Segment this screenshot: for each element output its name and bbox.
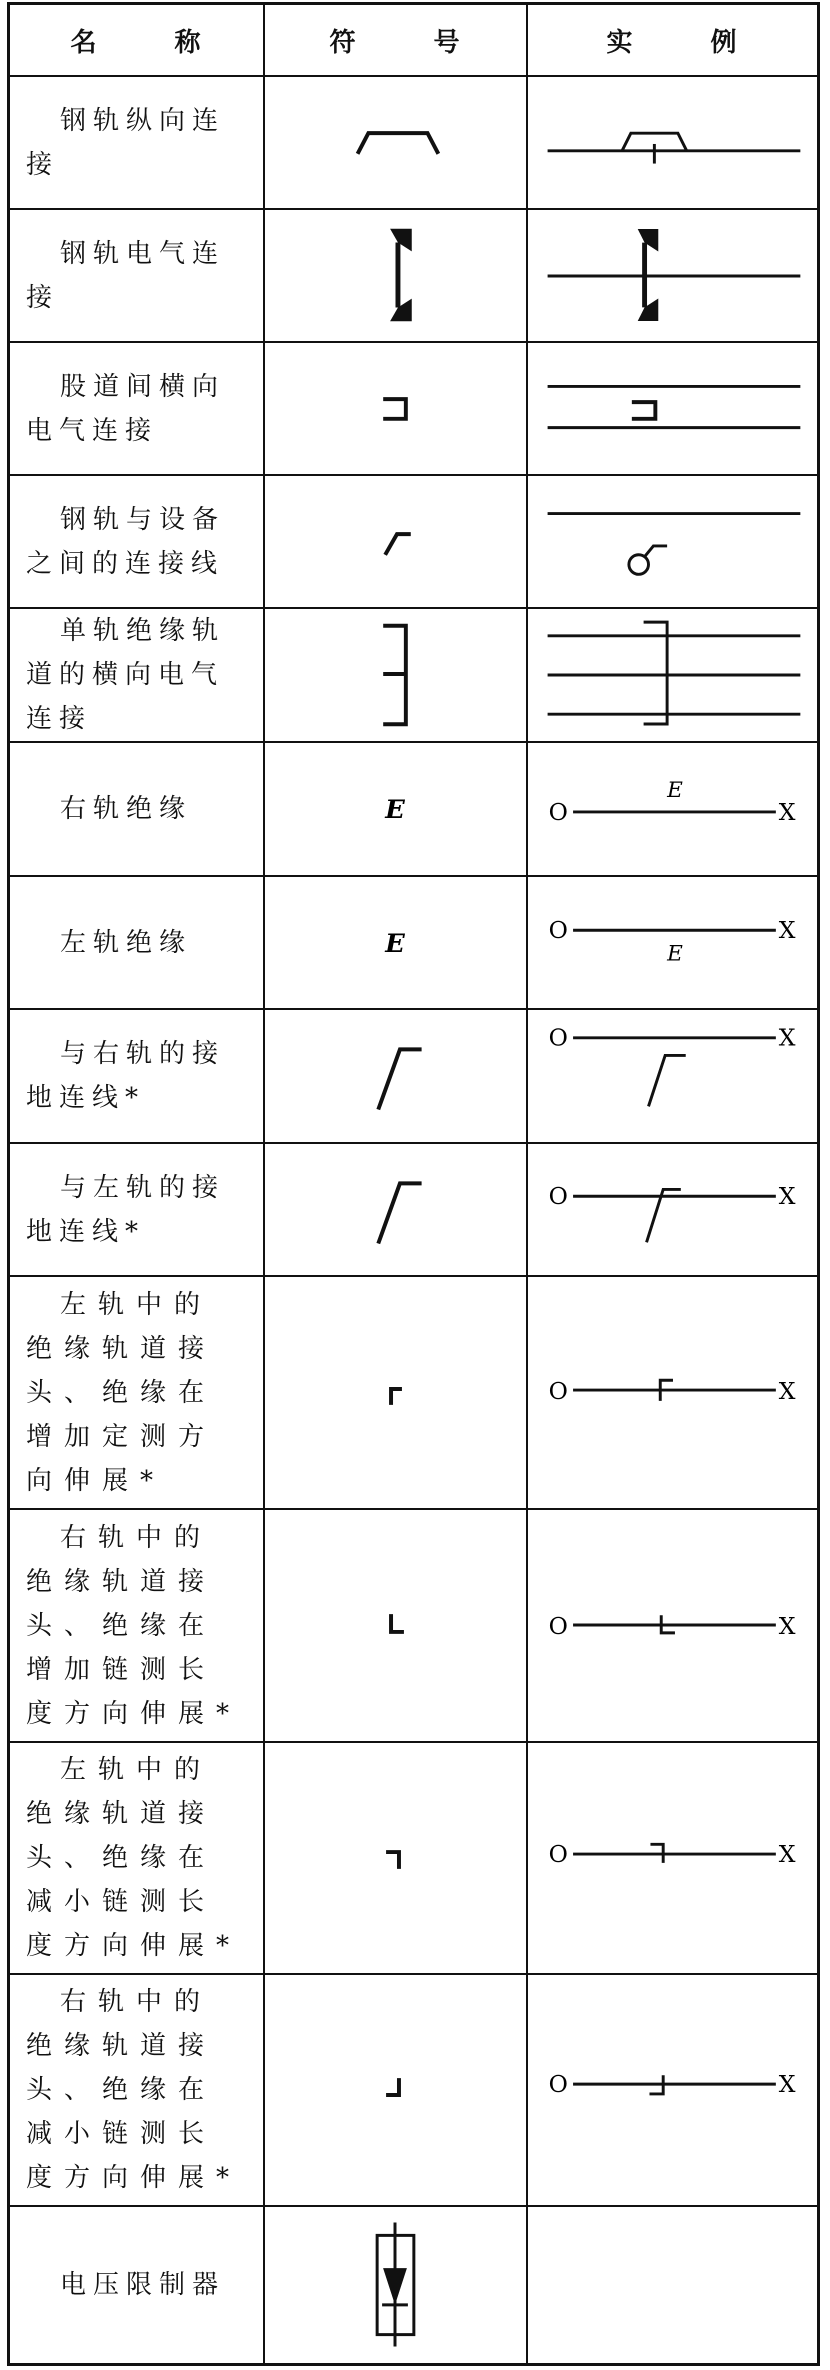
svg-text:E: E bbox=[385, 794, 405, 825]
example-left-insulation bbox=[528, 877, 817, 1008]
row-name: 右轨绝缘 bbox=[60, 794, 193, 824]
rail-longitudinal-connection-icon bbox=[265, 77, 526, 208]
example-right-joint-decreasing bbox=[528, 1975, 817, 2205]
example-right-insulation bbox=[528, 743, 817, 875]
row-name: 左轨中的绝缘轨道接头、绝缘在减小链测长度方向伸展* bbox=[26, 1755, 242, 1961]
svg-text:E: E bbox=[667, 941, 683, 967]
table-row bbox=[10, 1010, 817, 1144]
table-row bbox=[10, 210, 817, 343]
row-name: 股道间横向电气连接 bbox=[26, 371, 226, 446]
example-left-ground-link bbox=[528, 1144, 817, 1275]
right-rail-ground-link-icon bbox=[265, 1010, 526, 1142]
station-o: O bbox=[548, 916, 568, 945]
left-rail-ground-link-icon bbox=[265, 1144, 526, 1275]
row-name: 左轨绝缘 bbox=[60, 927, 193, 958]
left-rail-insulation-icon bbox=[265, 877, 526, 1008]
station-o: O bbox=[548, 1611, 568, 1640]
rail-symbol-table bbox=[7, 2, 820, 2366]
table-row bbox=[10, 476, 817, 609]
right-joint-decreasing-icon bbox=[265, 1975, 526, 2205]
table-row bbox=[10, 343, 817, 476]
left-joint-increasing-icon bbox=[265, 1277, 526, 1508]
station-o: O bbox=[548, 2069, 568, 2098]
station-o: O bbox=[548, 1023, 568, 1052]
header-example: 实 例 bbox=[606, 27, 739, 58]
row-name: 钢轨纵向连接 bbox=[26, 105, 226, 180]
station-x: X bbox=[778, 2069, 796, 2098]
station-o: O bbox=[548, 1182, 568, 1211]
rail-electrical-connection-icon bbox=[265, 210, 526, 341]
header-name: 名 称 bbox=[10, 5, 265, 75]
station-x: X bbox=[778, 797, 796, 826]
station-x: X bbox=[778, 1839, 796, 1868]
example-electrical bbox=[528, 210, 817, 341]
station-o: O bbox=[548, 1376, 568, 1405]
single-rail-insulated-cross-connection-icon bbox=[265, 609, 526, 741]
svg-text:E: E bbox=[385, 928, 405, 959]
row-name: 与右轨的接地连线* bbox=[26, 1039, 226, 1113]
table-row bbox=[10, 1144, 817, 1277]
example-cross-connection bbox=[528, 343, 817, 474]
left-joint-decreasing-icon bbox=[265, 1743, 526, 1973]
station-o: O bbox=[548, 797, 568, 826]
row-name: 钢轨与设备之间的连接线 bbox=[26, 504, 226, 579]
table-row bbox=[10, 1277, 817, 1510]
header-symbol: 符 号 bbox=[265, 5, 528, 75]
example-equipment-link bbox=[528, 476, 817, 607]
row-name: 单轨绝缘轨道的横向电气连接 bbox=[26, 616, 226, 734]
right-joint-increasing-icon bbox=[265, 1510, 526, 1741]
table-row bbox=[10, 609, 817, 743]
row-name: 右轨中的绝缘轨道接头、绝缘在减小链测长度方向伸展* bbox=[26, 1987, 242, 2193]
station-x: X bbox=[778, 916, 796, 945]
example-right-joint-increasing bbox=[528, 1510, 817, 1741]
example-single-rail-cross bbox=[528, 609, 817, 741]
example-empty bbox=[528, 2207, 817, 2363]
row-name: 左轨中的绝缘轨道接头、绝缘在增加定测方向伸展* bbox=[26, 1289, 217, 1496]
table-row bbox=[10, 2207, 817, 2363]
track-cross-electrical-connection-icon bbox=[265, 343, 526, 474]
station-x: X bbox=[778, 1611, 796, 1640]
table-row bbox=[10, 743, 817, 877]
svg-text:E: E bbox=[667, 778, 683, 804]
station-x: X bbox=[778, 1182, 796, 1211]
example-longitudinal bbox=[528, 77, 817, 208]
right-rail-insulation-icon bbox=[265, 743, 526, 875]
row-name: 右轨中的绝缘轨道接头、绝缘在增加链测长度方向伸展* bbox=[26, 1522, 242, 1729]
row-name: 钢轨电气连接 bbox=[26, 238, 226, 313]
table-row bbox=[10, 877, 817, 1010]
table-header bbox=[10, 5, 817, 77]
table-row bbox=[10, 77, 817, 210]
rail-equipment-link-icon bbox=[265, 476, 526, 607]
table-row bbox=[10, 1975, 817, 2207]
station-o: O bbox=[548, 1839, 568, 1868]
row-name: 电压限制器 bbox=[60, 2270, 226, 2300]
table-row bbox=[10, 1510, 817, 1743]
table-row bbox=[10, 1743, 817, 1975]
example-right-ground-link bbox=[528, 1010, 817, 1142]
row-name: 与左轨的接地连线* bbox=[26, 1172, 226, 1247]
station-x: X bbox=[778, 1376, 796, 1405]
example-left-joint-decreasing bbox=[528, 1743, 817, 1973]
voltage-limiter-icon bbox=[265, 2207, 526, 2363]
station-x: X bbox=[778, 1023, 796, 1052]
example-left-joint-increasing bbox=[528, 1277, 817, 1508]
